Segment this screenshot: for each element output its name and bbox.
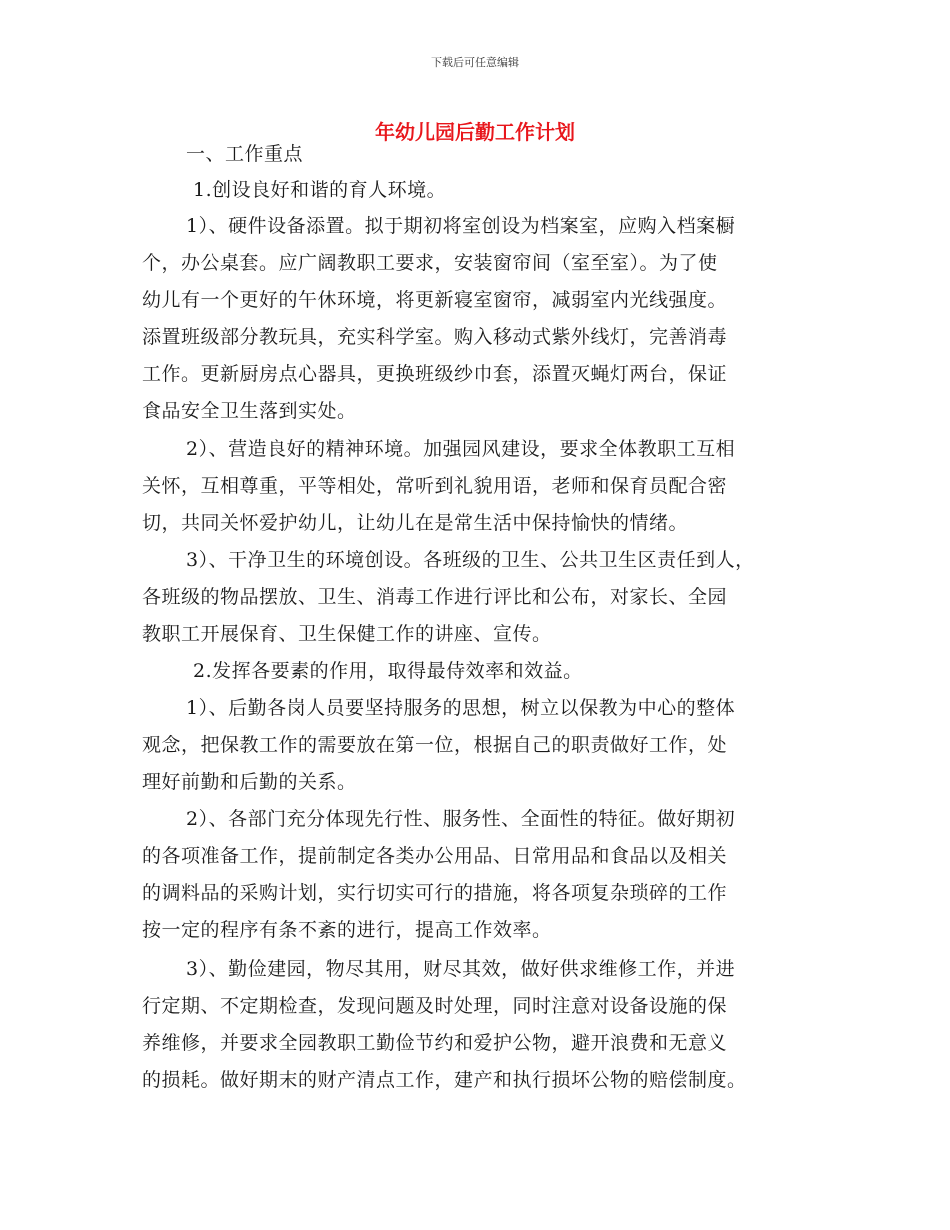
paragraph-line: 1）、后勤各岗人员要坚持服务的思想，树立以保教为中心的整体 [186, 697, 736, 719]
paragraph-line: 添置班级部分教玩具，充实科学室。购入移动式紫外线灯，完善消毒 [142, 326, 728, 348]
paragraph-line: 行定期、不定期检查，发现问题及时处理，同时注意对设备设施的保 [142, 995, 728, 1017]
paragraph-line: 3）、干净卫生的环境创设。各班级的卫生、公共卫生区责任到人， [186, 549, 755, 571]
header-note: 下载后可任意编辑 [431, 56, 519, 69]
paragraph-line: 教职工开展保育、卫生保健工作的讲座、宣传。 [142, 623, 552, 645]
paragraph-line: 2）、营造良好的精神环境。加强园风建设，要求全体教职工互相 [186, 438, 736, 460]
subsection-heading: 2.发挥各要素的作用，取得最侍效率和效益。 [193, 660, 583, 682]
paragraph-line: 个，办公桌套。应广阔教职工要求，安装窗帘间（室至室）。为了使 [142, 252, 718, 274]
paragraph-line: 1）、硬件设备添置。拟于期初将室创设为档案室，应购入档案橱 [186, 215, 736, 237]
paragraph-line: 工作。更新厨房点心器具，更换班级纱巾套，添置灭蝇灯两台，保证 [142, 363, 728, 385]
section-heading: 一、工作重点 [186, 143, 304, 165]
paragraph-line: 养维修，并要求全园教职工勤俭节约和爱护公物，避开浪费和无意义 [142, 1032, 728, 1054]
paragraph-line: 幼儿有一个更好的午休环境，将更新寝室窗帘，减弱室内光线强度。 [142, 289, 728, 311]
paragraph-line: 切，共同关怀爱护幼儿，让幼儿在是常生活中保持愉快的情绪。 [142, 512, 689, 534]
paragraph-line: 各班级的物品摆放、卫生、消毒工作进行评比和公布，对家长、全园 [142, 586, 728, 608]
paragraph-line: 2）、各部门充分体现先行性、服务性、全面性的特征。做好期初 [186, 808, 736, 830]
paragraph-line: 理好前勤和后勤的关系。 [142, 771, 357, 793]
paragraph-line: 观念，把保教工作的需要放在第一位，根据自己的职责做好工作，处 [142, 734, 728, 756]
document-title: 年幼儿园后勤工作计划 [375, 120, 575, 144]
paragraph-line: 按一定的程序有条不紊的进行，提高工作效率。 [142, 919, 552, 941]
paragraph-line: 的损耗。做好期末的财产清点工作，建产和执行损坏公物的赔偿制度。 [142, 1069, 747, 1091]
paragraph-line: 的调料品的采购计划，实行切实可行的措施，将各项复杂琐碎的工作 [142, 882, 728, 904]
paragraph-line: 的各项准备工作，提前制定各类办公用品、日常用品和食品以及相关 [142, 845, 728, 867]
paragraph-line: 3）、勤俭建园，物尽其用，财尽其效，做好供求维修工作，并进 [186, 958, 736, 980]
subsection-heading: 1.创设良好和谐的育人环境。 [193, 179, 447, 201]
paragraph-line: 食品安全卫生落到实处。 [142, 400, 357, 422]
paragraph-line: 关怀，互相尊重，平等相处，常听到礼貌用语，老师和保育员配合密 [142, 475, 728, 497]
